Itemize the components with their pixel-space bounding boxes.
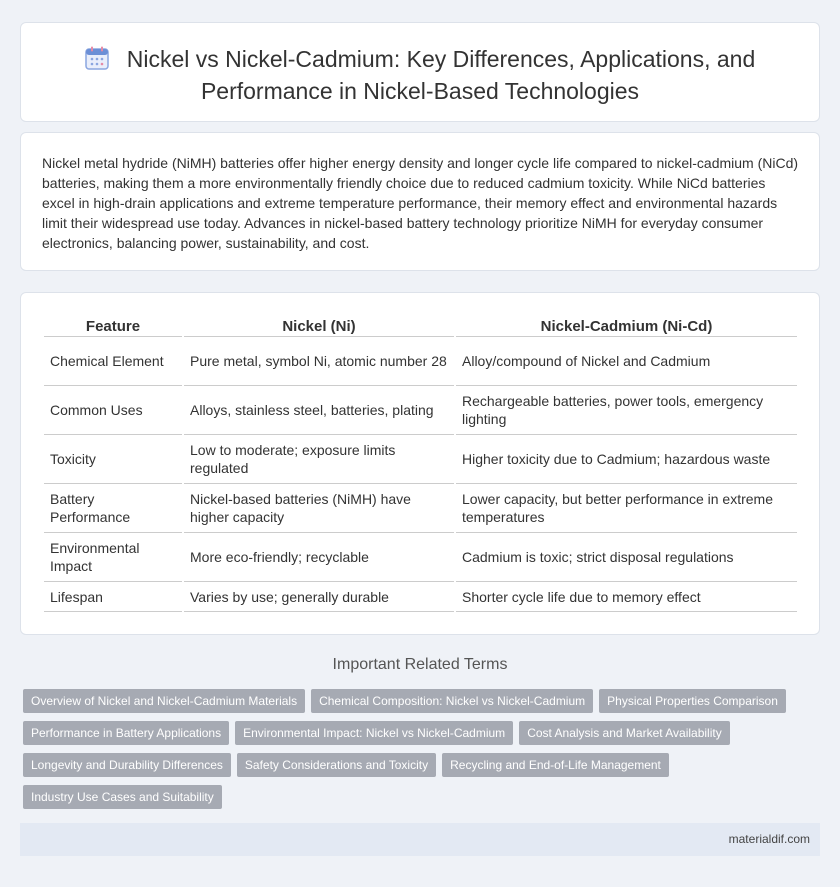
related-term-tag[interactable]: Recycling and End-of-Life Management — [442, 753, 669, 777]
table-cell-feature: Common Uses — [44, 386, 182, 435]
table-cell-feature: Battery Performance — [44, 484, 182, 533]
table-cell-nickel: Pure metal, symbol Ni, atomic number 28 — [184, 337, 454, 386]
table-row — [44, 386, 797, 435]
table-cell-feature: Environmental Impact — [44, 533, 182, 582]
table-cell-nickel-cadmium: Shorter cycle life due to memory effect — [456, 582, 797, 612]
related-term-tag[interactable]: Cost Analysis and Market Availability — [519, 721, 730, 745]
table-cell-nickel-cadmium: Lower capacity, but better performance in extreme temperatures — [456, 484, 797, 533]
comparison-table-card — [20, 292, 820, 635]
related-term-tag[interactable]: Environmental Impact: Nickel vs Nickel-Cadmium — [235, 721, 513, 745]
table-cell-feature: Toxicity — [44, 435, 182, 484]
comparison-table — [42, 315, 799, 612]
table-cell-nickel: More eco-friendly; recyclable — [184, 533, 454, 582]
related-term-tag[interactable]: Chemical Composition: Nickel vs Nickel-Cadmium — [311, 689, 593, 713]
related-term-tag[interactable]: Longevity and Durability Differences — [23, 753, 231, 777]
related-terms-heading: Important Related Terms — [332, 656, 508, 673]
table-row — [44, 337, 797, 386]
column-header-nickel: Nickel (Ni) — [184, 315, 454, 337]
table-row — [44, 435, 797, 484]
related-term-tag[interactable]: Physical Properties Comparison — [599, 689, 786, 713]
table-row — [44, 484, 797, 533]
table-cell-nickel: Alloys, stainless steel, batteries, plating — [184, 386, 454, 435]
table-row — [44, 533, 797, 582]
table-cell-nickel: Nickel-based batteries (NiMH) have higher capacity — [184, 484, 454, 533]
table-cell-nickel-cadmium: Alloy/compound of Nickel and Cadmium — [456, 337, 797, 386]
table-cell-nickel-cadmium: Rechargeable batteries, power tools, emergency lighting — [456, 386, 797, 435]
table-cell-feature: Chemical Element — [44, 337, 182, 386]
table-cell-nickel-cadmium: Cadmium is toxic; strict disposal regulations — [456, 533, 797, 582]
table-cell-nickel-cadmium: Higher toxicity due to Cadmium; hazardous waste — [456, 435, 797, 484]
summary-text: Nickel metal hydride (NiMH) batteries offer higher energy density and longer cycle life compared to nickel-cadmium (NiCd) batteries, making them a more environmentally friendly choice due to reduced cadmium toxicity. While NiCd batteries excel in high-drain applications and extreme temperature performance, their memory effect and environmental hazards limit their widespread use today. Advances in nickel-based battery technology prioritize NiMH for everyday consumer electronics, balancing power, sustainability, and cost. — [42, 155, 799, 251]
column-header-feature: Feature — [44, 315, 182, 337]
related-term-tag[interactable]: Performance in Battery Applications — [23, 721, 229, 745]
column-header-nickel-cadmium: Nickel-Cadmium (Ni-Cd) — [456, 315, 797, 337]
calendar-icon — [85, 46, 109, 77]
related-term-tag[interactable]: Industry Use Cases and Suitability — [23, 785, 222, 809]
related-term-tag[interactable]: Safety Considerations and Toxicity — [237, 753, 436, 777]
summary-card — [20, 132, 820, 271]
table-cell-feature: Lifespan — [44, 582, 182, 612]
page-title: Nickel vs Nickel-Cadmium: Key Differences, Applications, and Performance in Nickel-Based Technologies — [126, 46, 756, 104]
footer — [20, 823, 820, 856]
related-term-tag[interactable]: Overview of Nickel and Nickel-Cadmium Materials — [23, 689, 305, 713]
footer-site-link[interactable]: materialdif.com — [728, 832, 810, 846]
table-cell-nickel: Varies by use; generally durable — [184, 582, 454, 612]
table-header-row — [44, 315, 797, 337]
related-terms-list — [23, 689, 813, 817]
header-card — [20, 22, 820, 122]
table-row — [44, 582, 797, 612]
table-cell-nickel: Low to moderate; exposure limits regulated — [184, 435, 454, 484]
